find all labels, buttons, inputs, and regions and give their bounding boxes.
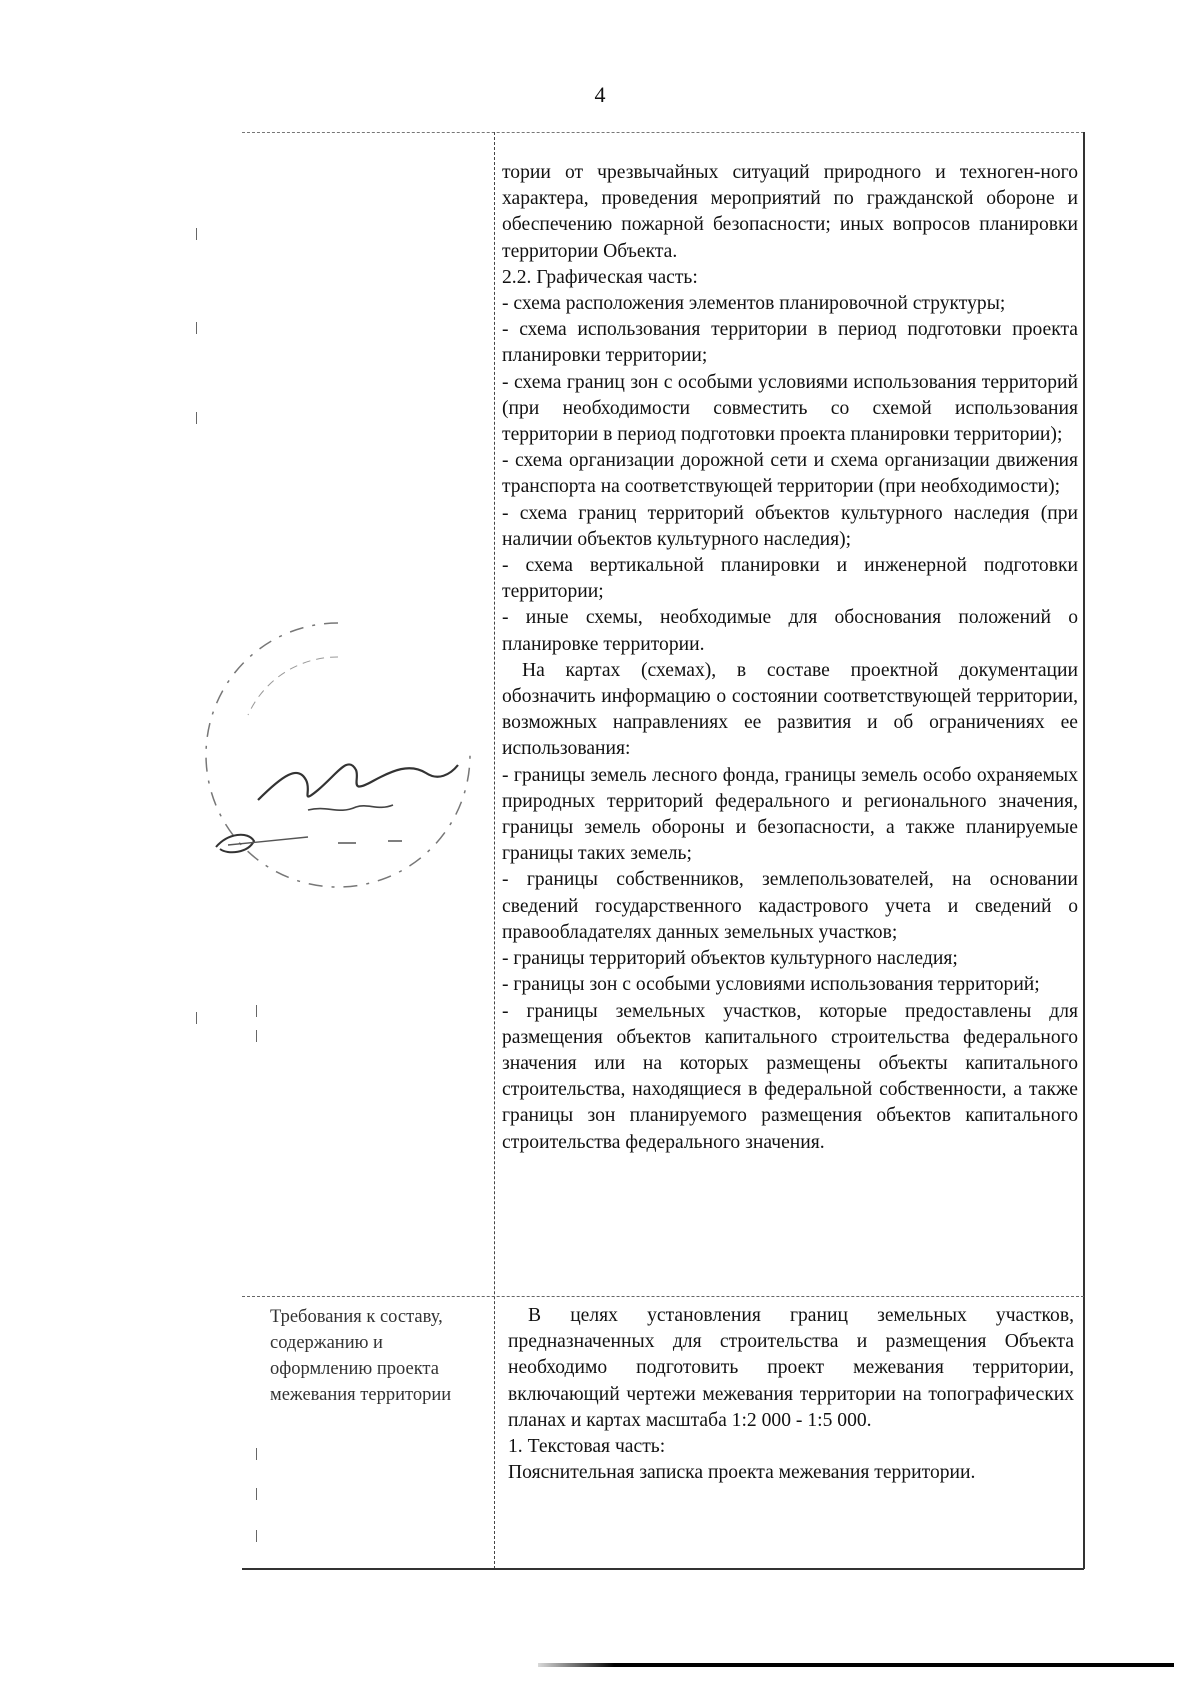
table-bottom-border — [242, 1568, 1084, 1570]
row1-line: - границы земель лесного фонда, границы земель особо охраняемых природных территорий федерального и регионального значения, границы земель обороны и безопасности, а также планируемые границы таких земель; — [502, 764, 1078, 865]
column-divider — [494, 132, 495, 1569]
margin-tick — [256, 1530, 257, 1542]
row2-label: Требования к составу, содержанию и оформлению проекта межевания территории — [270, 1307, 452, 1405]
margin-tick — [196, 228, 197, 240]
table-right-border — [1083, 132, 1085, 1569]
margin-tick — [196, 412, 197, 424]
stamp-circle-icon — [188, 605, 488, 905]
row2-line: В целях установления границ земельных участков, предназначенных для строительства и размещения Объекта необходимо подготовить проект межевания территории, включающий чертежи межевания территории на топографических планах и картах масштаба 1:2 000 - 1:5 000. — [508, 1305, 1074, 1431]
row1-line: - схема вертикальной планировки и инженерной подготовки территории; — [502, 555, 1078, 603]
row2-line: Пояснительная записка проекта межевания территории. — [508, 1462, 976, 1484]
margin-tick — [196, 1012, 197, 1024]
margin-tick — [256, 1005, 257, 1017]
margin-tick — [196, 322, 197, 334]
stamp-seal — [188, 605, 488, 905]
row1-line: На картах (схемах), в составе проектной документации обозначить информацию о состоянии соответствующей территории, возможных направлениях ее развития и об ограничениях ее использования: — [502, 659, 1078, 760]
row1-content — [502, 160, 1078, 1156]
row1-line: - схема использования территории в период подготовки проекта планировки территории; — [502, 319, 1078, 367]
row1-line: - границы земельных участков, которые предоставлены для размещения объектов капитального строительства федерального значения или на которых размещены объекты капитального строительства, находящиеся в федеральной собственности, а также границы зон планируемого размещения объектов капитального строительства федерального значения. — [502, 1000, 1078, 1153]
row1-line: - иные схемы, необходимые для обоснования положений о планировке территории. — [502, 607, 1078, 655]
row1-line: - границы собственников, землепользователей, на основании сведений государственного кадастрового учета и сведений о правообладателях данных земельных участков; — [502, 869, 1078, 943]
row2-content — [508, 1303, 1074, 1486]
signature-stroke — [258, 764, 458, 800]
row1-line: - схема расположения элементов планировочной структуры; — [502, 293, 1006, 315]
row1-line: 2.2. Графическая часть: — [502, 266, 698, 288]
margin-tick — [256, 1030, 257, 1042]
row2-line: 1. Текстовая часть: — [508, 1436, 666, 1458]
table-top-border — [242, 132, 1084, 133]
margin-tick — [256, 1448, 257, 1460]
row1-line: - границы зон с особыми условиями использования территорий; — [502, 974, 1040, 996]
row1-line: тории от чрезвычайных ситуаций природного и техноген-ного характера, проведения мероприятий по гражданской обороне и обеспечению пожарной безопасности; иных вопросов планировки территории Объекта. — [502, 162, 1078, 262]
row1-line: - схема границ зон с особыми условиями использования территорий (при необходимости совместить со схемой использования территории в период подготовки проекта планировки территории); — [502, 371, 1078, 446]
row1-line: - границы территорий объектов культурного наследия; — [502, 948, 958, 970]
row1-line: - схема организации дорожной сети и схема организации движения транспорта на соответствующей территории (при необходимости); — [502, 450, 1078, 498]
bottom-rule — [538, 1663, 1174, 1667]
row-divider — [242, 1296, 1084, 1297]
margin-tick — [256, 1488, 257, 1500]
row1-line: - схема границ территорий объектов культурного наследия (при наличии объектов культурного наследия); — [502, 502, 1078, 550]
page-number: 4 — [594, 82, 606, 107]
